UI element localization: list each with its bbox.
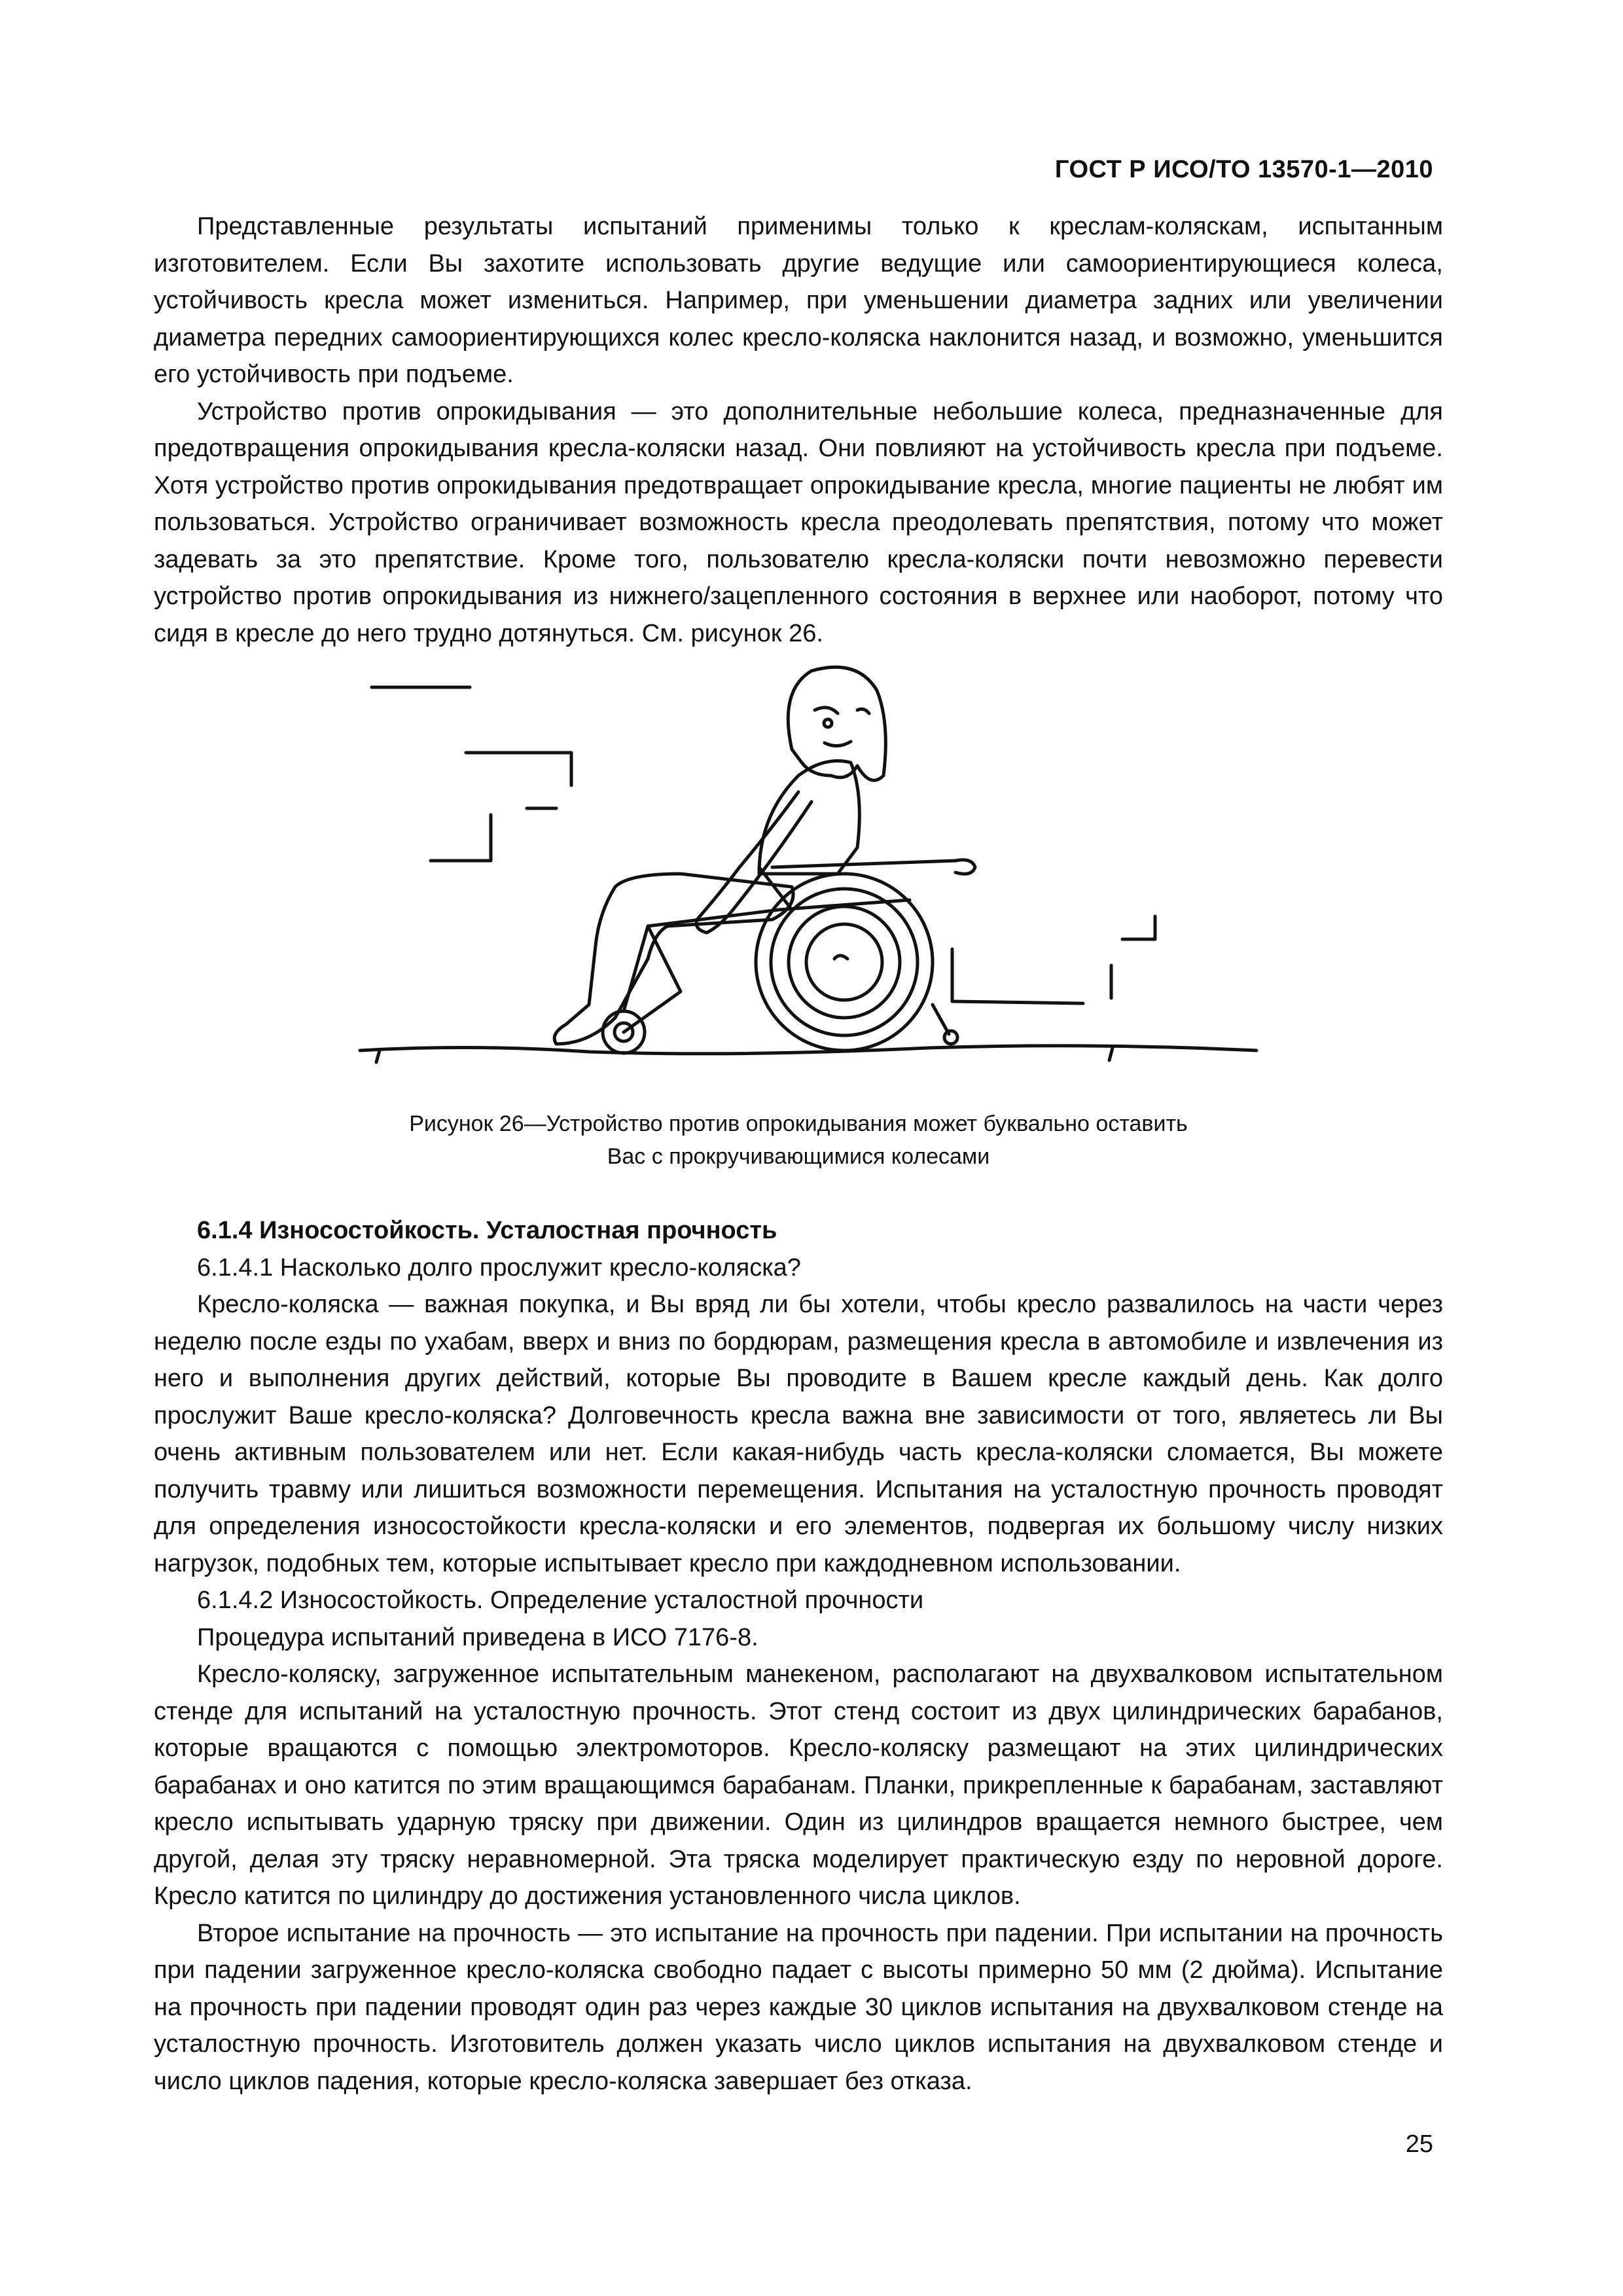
section-heading: 6.1.4 Износостойкость. Усталостная прочность [197, 1217, 777, 1244]
caption-line-1: Рисунок 26—Устройство против опрокидывания может буквально оставить [409, 1111, 1188, 1136]
anti-tip-wheel [944, 1031, 957, 1044]
step-line-2 [466, 753, 571, 785]
subsection-6-1-4-2: 6.1.4.2 Износостойкость. Определение усталостной прочности [197, 1587, 924, 1614]
page-number: 25 [1405, 2130, 1433, 2158]
caption-line-2: Вас с прокручивающимися колесами [607, 1144, 990, 1169]
paragraph-double-drum: Кресло-коляску, загруженное испытательным манекеном, располагают на двухвалковом испытательном стенде для испытаний на усталостную прочность. Этот стенд состоит из двух цилиндрических барабанов, которые вращаются с помощью электромоторов. Кресло-коляску размещают на этих цилиндрических барабанах и оно катится по этим вращающимся барабанам. Планки, прикрепленные к барабанам, заставляют кресло испытывать ударную тряску при движении. Один из цилиндров вращается немного быстрее, чем другой, делая эту тряску неравномерной. Эта тряска моделирует практическую езду по неровной дороге. Кресло катится по цилиндру до достижения установленного числа циклов. [154, 1660, 1443, 1910]
figure-wheelchair-illustration [340, 651, 1270, 1083]
person-hair [788, 667, 885, 780]
obstacle-line-1 [1122, 916, 1155, 939]
figure-caption [154, 1107, 1443, 1173]
paragraph-procedure: Процедура испытаний приведена в ИСО 7176-8. [197, 1623, 758, 1651]
paragraph-anti-tip: Устройство против опрокидывания — это дополнительные небольшие колеса, предназначенные для предотвращения опрокидывания кресла-коляски назад. Они повлияют на устойчивость кресла при подъеме. Хотя устройство против опрокидывания предотвращает опрокидывание кресла, многие пациенты не любят им пользоваться. Устройство ограничивает возможность кресла преодолевать препятствия, потому что может задевать за это препятствие. Кроме того, пользователю кресла-коляски почти невозможно перевести устройство против опрокидывания из нижнего/зацепленного состояния в верхнее или наоборот, потому что сидя в кресле до него трудно дотянуться. См. рисунок 26. [154, 397, 1443, 647]
document-header: ГОСТ Р ИСО/ТО 13570-1—2010 [1054, 156, 1433, 183]
intro-text [154, 208, 1443, 652]
section-6-1-4 [154, 1212, 1443, 2100]
ground-line [360, 1046, 1257, 1054]
step-line-4 [431, 815, 491, 861]
paragraph-results: Представленные результаты испытаний применимы только к креслам-коляскам, испытанным изготовителем. Если Вы захотите использовать другие ведущие или самоориентирующиеся колеса, устойчивость кресла может измениться. Например, при уменьшении диаметра задних или увеличении диаметра передних самоориентирующихся колес кресло-коляска наклонится назад, и возможно, уменьшится его устойчивость при подъеме. [154, 213, 1443, 388]
paragraph-durability: Кресло-коляска — важная покупка, и Вы вряд ли бы хотели, чтобы кресло развалилось на части через неделю после езды по ухабам, вверх и вниз по бордюрам, размещения кресла в автомобиле и извлечения из него и выполнения других действий, которые Вы проводите в Вашем кресле каждый день. Как долго прослужит Ваше кресло-коляска? Долговечность кресла важна вне зависимости от того, являетесь ли Вы очень активным пользователем или нет. Если какая-нибудь часть кресла-коляски сломается, Вы можете получить травму или лишиться возможности перемещения. Испытания на усталостную прочность проводят для определения износостойкости кресла-коляски и его элементов, подвергая их большому числу низких нагрузок, подобных тем, которые испытывает кресло при каждодневном использовании. [154, 1291, 1443, 1577]
wheelchair-drawing [340, 651, 1270, 1083]
obstacle-line-2 [952, 949, 1083, 1003]
paragraph-drop-test: Второе испытание на прочность — это испытание на прочность при падении. При испытании на прочность при падении загруженное кресло-коляска свободно падает с высоты примерно 50 мм (2 дюйма). Испытание на прочность при падении проводят один раз через каждые 30 циклов испытания на двухвалковом стенде на усталостную прочность. Изготовитель должен указать число циклов испытания на двухвалковом стенде и число циклов падения, которые кресло-коляска завершает без отказа. [154, 1919, 1443, 2095]
subsection-6-1-4-1: 6.1.4.1 Насколько долго прослужит кресло-коляска? [197, 1253, 801, 1282]
